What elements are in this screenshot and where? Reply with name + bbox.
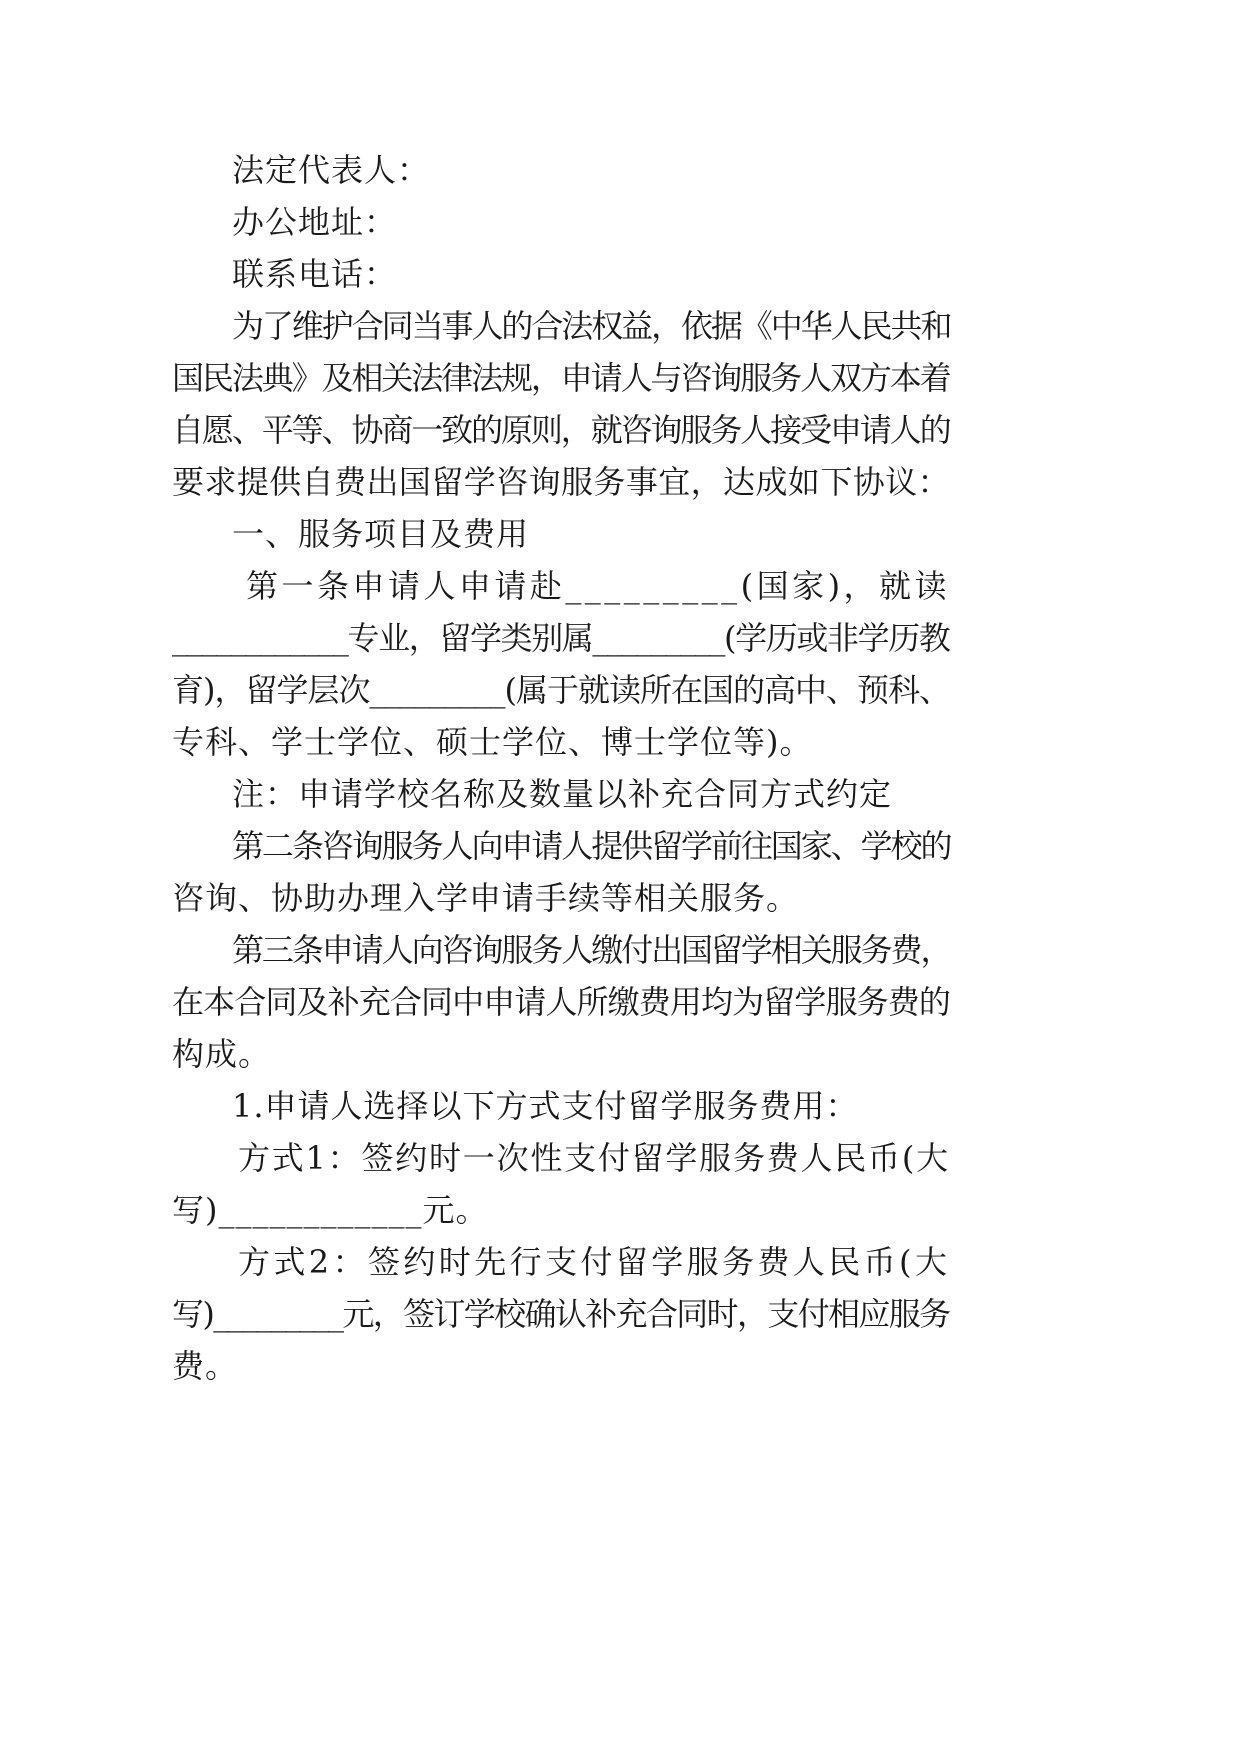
article-2-line-1: 第二条咨询服务人向申请人提供留学前往国家、学校的 [232, 827, 951, 865]
preamble-line-3: 自愿、平等、协商一致的原则，就咨询服务人接受申请人的 [172, 411, 950, 449]
note-line: 注：申请学校名称及数量以补充合同方式约定 [232, 775, 893, 813]
method-2-line-3: 费。 [172, 1347, 239, 1385]
article-1-line-2: ____________专业，留学类别属_________(学历或非学历教 [172, 619, 950, 657]
article-2-line-2: 咨询、协助办理入学申请手续等相关服务。 [172, 879, 800, 917]
preamble-line-1: 为了维护合同当事人的合法权益，依据《中华人民共和 [232, 307, 951, 345]
method-1-line-1: 方式1：签约时一次性支付留学服务费人民币(大 [238, 1139, 950, 1177]
method-1-line-2: 写)____________元。 [172, 1191, 489, 1229]
article-1-line-1: 第一条申请人申请赴_________(国家)，就读 [246, 567, 950, 605]
article-1-line-4: 专科、学士学位、硕士学位、博士学位等)。 [172, 723, 813, 761]
article-3-line-3: 构成。 [172, 1035, 272, 1073]
section-heading: 一、服务项目及费用 [232, 515, 530, 553]
payment-choice-line: 1.申请人选择以下方式支付留学服务费用： [232, 1087, 859, 1125]
method-2-line-1: 方式2：签约时先行支付留学服务费人民币(大 [238, 1243, 951, 1281]
article-3-line-1: 第三条申请人向咨询服务人缴付出国留学相关服务费， [232, 931, 951, 969]
preamble-line-4: 要求提供自费出国留学咨询服务事宜，达成如下协议： [172, 463, 951, 501]
method-2-line-2: 写)_________元，签订学校确认补充合同时，支付相应服务 [172, 1295, 950, 1333]
legal-representative-label: 法定代表人： [232, 151, 431, 189]
contact-phone-label: 联系电话： [232, 255, 398, 293]
office-address-label: 办公地址： [232, 203, 398, 241]
article-1-line-3: 育)，留学层次_________(属于就读所在国的高中、预科、 [172, 671, 950, 709]
article-3-line-2: 在本合同及补充合同中申请人所缴费用均为留学服务费的 [172, 983, 951, 1021]
preamble-line-2: 国民法典》及相关法律法规，申请人与咨询服务人双方本着 [172, 359, 950, 397]
